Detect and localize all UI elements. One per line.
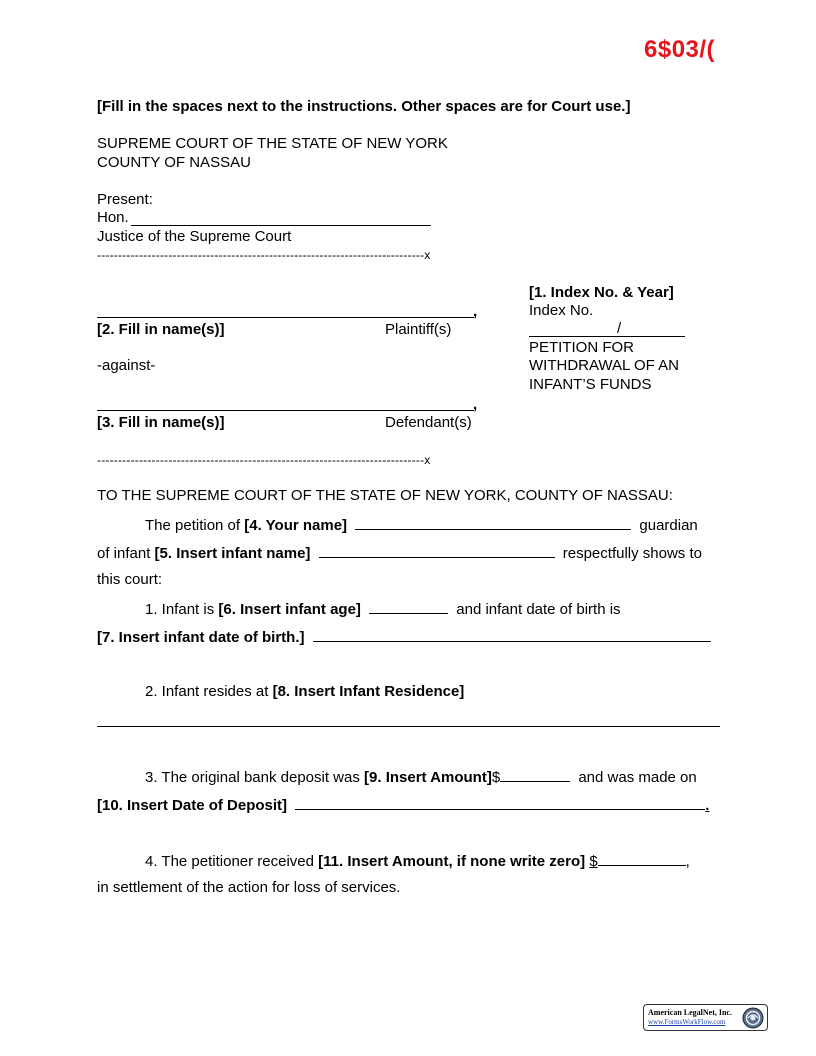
defendant-fill-label: [3. Fill in name(s)]: [97, 414, 225, 431]
p4-prefix: 4. The petitioner received: [145, 853, 314, 870]
residence-field[interactable]: [97, 726, 720, 727]
dollar-sign-2: $: [589, 853, 598, 870]
defendant-comma: ,: [473, 396, 478, 413]
globe-icon: [742, 1007, 764, 1029]
logo-company-name: American LegalNet, Inc.: [648, 1008, 732, 1017]
american-legalnet-logo[interactable]: [643, 1004, 768, 1031]
doc-title-line-1: PETITION FOR: [529, 339, 634, 356]
infant-name-line: [97, 543, 702, 563]
deposit-period: .: [705, 797, 710, 814]
petition-intro-line: [145, 515, 698, 535]
infant-dob-label: [7. Insert infant date of birth.]: [97, 629, 305, 646]
deposit-date-label: [10. Insert Date of Deposit]: [97, 797, 288, 814]
infant-name-label: [5. Insert infant name]: [154, 545, 311, 562]
paragraph-1-line: [145, 599, 621, 619]
paragraph-3-line: [145, 767, 697, 787]
settlement-amount-field[interactable]: [598, 851, 686, 866]
petition-of-text: The petition of: [145, 517, 241, 534]
amount9-label: [9. Insert Amount]: [364, 769, 492, 786]
doc-title-line-3: INFANT’S FUNDS: [529, 376, 652, 393]
your-name-label: [4. Your name]: [244, 517, 348, 534]
court-name: SUPREME COURT OF THE STATE OF NEW YORK: [97, 135, 448, 152]
residence-label: [8. Insert Infant Residence]: [272, 683, 465, 700]
index-slash: /: [617, 320, 622, 337]
amount11-label: [11. Insert Amount, if none write zero]: [318, 853, 586, 870]
hon-label: Hon.: [97, 209, 129, 226]
plaintiff-comma: ,: [473, 303, 478, 320]
p3-prefix: 3. The original bank deposit was: [145, 769, 360, 786]
made-on-text: and was made on: [578, 769, 697, 786]
p2-prefix: 2. Infant resides at: [145, 683, 269, 700]
instructions-heading: [Fill in the spaces next to the instructions. Other spaces are for Court use.]: [97, 98, 631, 115]
infant-dob-line: [97, 627, 715, 647]
deposit-amount-field[interactable]: [500, 767, 570, 782]
p4-comma: ,: [685, 853, 690, 870]
infant-age-label: [6. Insert infant age]: [218, 601, 361, 618]
court-county: COUNTY OF NASSAU: [97, 154, 251, 171]
guardian-text: guardian: [639, 517, 698, 534]
judge-name-line[interactable]: [131, 225, 431, 226]
shows-to-text: respectfully shows to: [562, 545, 702, 562]
dob-text: and infant date of birth is: [456, 601, 621, 618]
p1-prefix: 1. Infant is: [145, 601, 215, 618]
caption-bottom-divider: ------------------------------------------------------------------------------x: [97, 453, 431, 467]
present-label: Present:: [97, 191, 153, 208]
your-name-field[interactable]: [355, 515, 631, 530]
infant-age-field[interactable]: [369, 599, 448, 614]
logo-url[interactable]: www.FormsWorkFlow.com: [648, 1018, 726, 1026]
plaintiff-fill-label: [2. Fill in name(s)]: [97, 321, 225, 338]
deposit-date-field[interactable]: [295, 795, 705, 810]
deposit-date-line: [97, 795, 709, 815]
index-label: [1. Index No. & Year]: [529, 284, 674, 301]
doc-title-line-2: WITHDRAWAL OF AN: [529, 357, 679, 374]
paragraph-2-line: [145, 683, 464, 701]
defendant-name-line[interactable]: [97, 410, 474, 411]
justice-label: Justice of the Supreme Court: [97, 228, 292, 245]
petition-addressee: TO THE SUPREME COURT OF THE STATE OF NEW YORK, COUNTY OF NASSAU:: [97, 487, 673, 504]
index-number-line[interactable]: [529, 336, 685, 337]
infant-name-field[interactable]: [319, 543, 555, 558]
settlement-text: in settlement of the action for loss of services.: [97, 879, 401, 896]
caption-top-divider: ------------------------------------------------------------------------------x: [97, 248, 431, 262]
infant-dob-field[interactable]: [313, 627, 711, 642]
this-court-text: this court:: [97, 571, 163, 588]
against-label: -against-: [97, 357, 156, 374]
dollar-sign: $: [491, 769, 501, 786]
of-infant-text: of infant: [97, 545, 151, 562]
defendant-role: Defendant(s): [385, 414, 472, 431]
plaintiff-name-line[interactable]: [97, 317, 474, 318]
form-stamp: 6$03/(: [644, 36, 716, 63]
index-no-label: Index No.: [529, 302, 594, 319]
paragraph-4-line: [145, 851, 690, 871]
plaintiff-role: Plaintiff(s): [385, 321, 452, 338]
